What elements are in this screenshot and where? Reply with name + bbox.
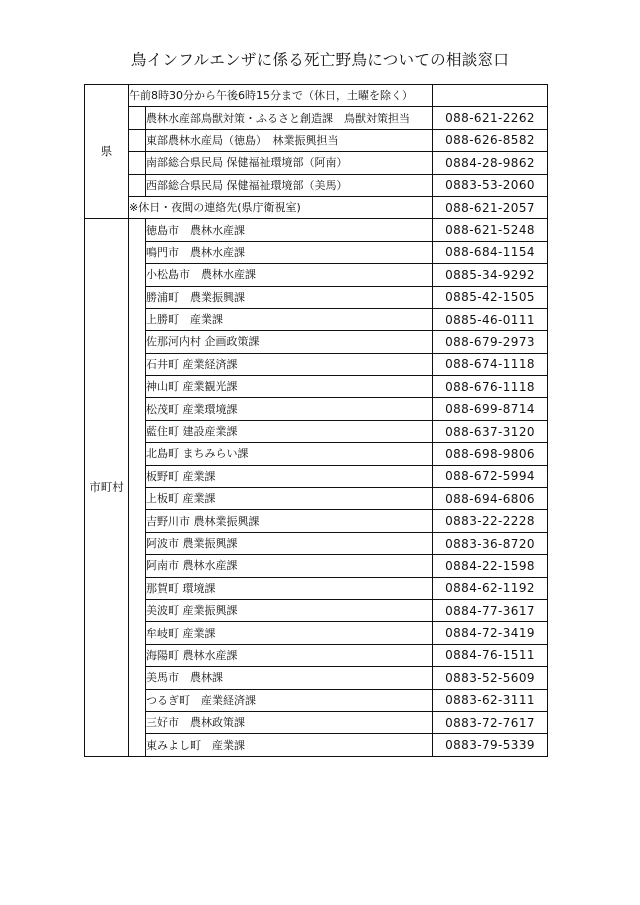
phone-number: 0883-62-3111 [433,689,548,711]
indent-cell [129,107,146,129]
phone-number: 088-621-5248 [433,219,548,241]
phone-number: 0884-72-3419 [433,622,548,644]
indent-cell [129,174,146,196]
office-name: 阿南市 農林水産課 [146,555,433,577]
phone-number: 088-637-3120 [433,420,548,442]
office-hours: 午前8時30分から午後6時15分まで（休日，土曜を除く） [129,85,433,107]
office-name: 美波町 産業振興課 [146,599,433,621]
phone-number: 088-679-2973 [433,331,548,353]
phone-number: 0883-72-7617 [433,711,548,733]
phone-number: 0885-42-1505 [433,286,548,308]
table-row [85,644,548,666]
office-name: 藍住町 建設産業課 [146,420,433,442]
table-row [85,488,548,510]
office-name: 勝浦町 農業振興課 [146,286,433,308]
table-row [85,443,548,465]
phone-number: 088-676-1118 [433,376,548,398]
office-name: 東みよし町 産業課 [146,734,433,756]
office-name: 石井町 産業経済課 [146,353,433,375]
table-row [85,286,548,308]
phone-number: 0883-22-2228 [433,510,548,532]
office-name: 佐那河内村 企画政策課 [146,331,433,353]
table-row [85,308,548,330]
phone-number: 088-621-2057 [433,196,548,218]
indent-cell [129,152,146,174]
office-name: 美馬市 農林課 [146,667,433,689]
table-row [85,398,548,420]
phone-number: 0884-76-1511 [433,644,548,666]
phone-number: 088-694-6806 [433,488,548,510]
phone-number: 0884-77-3617 [433,599,548,621]
page-title: 鳥インフルエンザに係る死亡野鳥についての相談窓口 [130,51,510,69]
phone-number: 0883-79-5339 [433,734,548,756]
phone-number: 088-621-2262 [433,107,548,129]
office-name: 徳島市 農林水産課 [146,219,433,241]
phone-number: 088-698-9806 [433,443,548,465]
table-row [85,734,548,756]
table-row [85,331,548,353]
contact-table-body [85,85,548,757]
table-row [85,376,548,398]
office-name: 北島町 まちみらい課 [146,443,433,465]
office-name: 阿波市 農業振興課 [146,532,433,554]
office-name: 松茂町 産業環境課 [146,398,433,420]
table-row [85,107,548,129]
phone-number: 0884-28-9862 [433,152,548,174]
phone-number: 088-684-1154 [433,241,548,263]
after-hours-contact: ※休日・夜間の連絡先(県庁衛視室) [129,196,433,218]
office-name: 南部総合県民局 保健福祉環境部（阿南） [146,152,433,174]
indent-cell [129,219,146,756]
table-row [85,219,548,241]
phone-number: 0883-52-5609 [433,667,548,689]
phone-number: 088-626-8582 [433,129,548,151]
office-name: 海陽町 農林水産課 [146,644,433,666]
prefecture-hours-row [85,85,548,107]
phone-number: 0885-46-0111 [433,308,548,330]
table-row [85,532,548,554]
section-label-municipal: 市町村 [85,219,129,756]
phone-number: 0884-22-1598 [433,555,548,577]
office-name: 神山町 産業観光課 [146,376,433,398]
empty-cell [433,85,548,107]
office-name: 吉野川市 農林業振興課 [146,510,433,532]
phone-number: 0883-53-2060 [433,174,548,196]
phone-number: 088-672-5994 [433,465,548,487]
table-row [85,667,548,689]
section-label-prefecture: 県 [85,85,129,219]
office-name: 那賀町 環境課 [146,577,433,599]
office-name: 西部総合県民局 保健福祉環境部（美馬） [146,174,433,196]
table-row [85,465,548,487]
table-row [85,555,548,577]
office-name: 板野町 産業課 [146,465,433,487]
table-row [85,689,548,711]
office-name: 三好市 農林政策課 [146,711,433,733]
office-name: 上勝町 産業課 [146,308,433,330]
office-name: 東部農林水産局（徳島） 林業振興担当 [146,129,433,151]
after-hours-row [85,196,548,218]
office-name: 農林水産部鳥獣対策・ふるさと創造課 鳥獣対策担当 [146,107,433,129]
table-row [85,152,548,174]
table-row [85,353,548,375]
office-name: 鳴門市 農林水産課 [146,241,433,263]
table-row [85,711,548,733]
table-row [85,510,548,532]
office-name: 牟岐町 産業課 [146,622,433,644]
office-name: 小松島市 農林水産課 [146,264,433,286]
office-name: つるぎ町 産業経済課 [146,689,433,711]
contact-table [84,84,548,757]
table-row [85,622,548,644]
indent-cell [129,129,146,151]
phone-number: 0885-34-9292 [433,264,548,286]
table-row [85,129,548,151]
table-row [85,174,548,196]
phone-number: 088-699-8714 [433,398,548,420]
phone-number: 088-674-1118 [433,353,548,375]
phone-number: 0883-36-8720 [433,532,548,554]
table-row [85,577,548,599]
table-row [85,241,548,263]
table-row [85,264,548,286]
table-row [85,599,548,621]
office-name: 上板町 産業課 [146,488,433,510]
table-row [85,420,548,442]
phone-number: 0884-62-1192 [433,577,548,599]
